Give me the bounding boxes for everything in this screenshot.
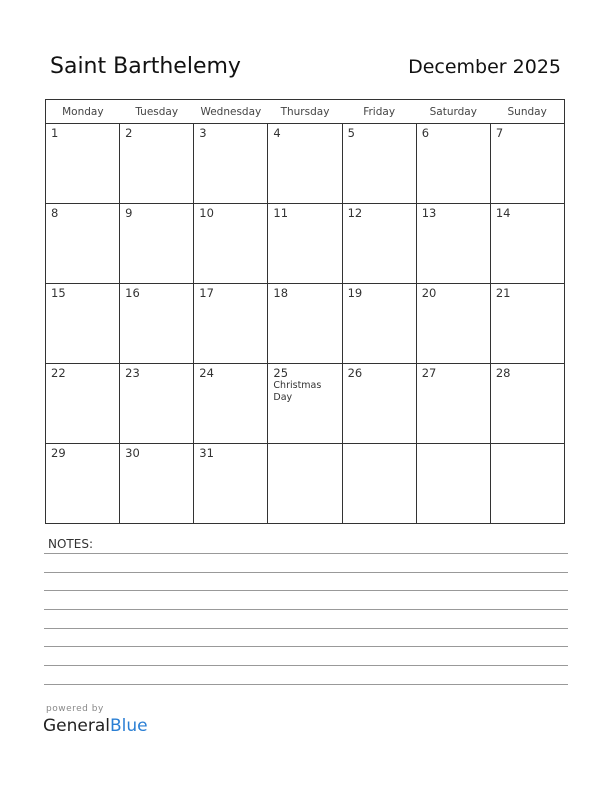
note-line (44, 590, 568, 591)
weekday-header: Friday (342, 100, 416, 124)
day-number: 25 (273, 366, 289, 380)
calendar-grid (45, 99, 565, 524)
brand-logo (43, 716, 148, 736)
day-cell (120, 204, 194, 284)
note-line (44, 628, 568, 629)
day-number: 13 (421, 206, 437, 220)
day-cell (416, 364, 490, 444)
day-number: 2 (125, 126, 133, 140)
day-number: 26 (347, 366, 363, 380)
day-number: 4 (273, 126, 281, 140)
day-number: 10 (199, 206, 214, 220)
day-cell (46, 284, 120, 364)
day-number: 16 (125, 286, 140, 300)
day-number: 15 (51, 286, 66, 300)
day-cell (120, 444, 194, 524)
day-cell (490, 364, 564, 444)
day-cell (194, 124, 268, 204)
day-number: 31 (199, 446, 214, 460)
day-number: 14 (495, 206, 511, 220)
day-cell (342, 444, 416, 524)
day-cell (268, 124, 342, 204)
day-number: 22 (51, 366, 66, 380)
weekday-header: Wednesday (194, 100, 268, 124)
day-number: 29 (51, 446, 66, 460)
day-number: 21 (495, 286, 511, 300)
day-number: 5 (347, 126, 355, 140)
calendar-body (46, 124, 565, 524)
day-cell (46, 124, 120, 204)
day-number: 19 (347, 286, 363, 300)
day-cell (268, 364, 342, 444)
day-cell (268, 444, 342, 524)
day-cell (416, 124, 490, 204)
day-number: 30 (125, 446, 140, 460)
brand-general: General (43, 716, 110, 736)
day-cell (268, 204, 342, 284)
day-number: 6 (421, 126, 430, 140)
day-cell (490, 444, 564, 524)
brand-blue: Blue (110, 716, 148, 736)
country-title: Saint Barthelemy (50, 54, 241, 79)
day-cell (194, 364, 268, 444)
note-line (44, 609, 568, 610)
day-cell (416, 444, 490, 524)
day-cell (416, 204, 490, 284)
day-cell (46, 204, 120, 284)
weekday-header-row (46, 100, 565, 124)
note-line (44, 646, 568, 647)
weekday-header: Sunday (490, 100, 564, 124)
day-cell (120, 124, 194, 204)
day-cell (342, 284, 416, 364)
notes-label: NOTES: (48, 537, 93, 551)
weekday-header: Monday (46, 100, 120, 124)
note-line (44, 684, 568, 685)
day-number: 27 (421, 366, 437, 380)
week-row (46, 124, 565, 204)
day-cell (194, 204, 268, 284)
powered-by-text: powered by (46, 704, 104, 714)
holiday-label: Christmas Day (273, 380, 322, 403)
weekday-header: Tuesday (120, 100, 194, 124)
day-number: 7 (495, 126, 504, 140)
day-number: 3 (199, 126, 207, 140)
day-number: 1 (51, 126, 59, 140)
day-number: 8 (51, 206, 59, 220)
day-cell (490, 204, 564, 284)
day-number: 20 (421, 286, 437, 300)
day-number: 9 (125, 206, 133, 220)
weekday-header: Thursday (268, 100, 342, 124)
day-cell (46, 444, 120, 524)
weekday-header: Saturday (416, 100, 490, 124)
note-line (44, 553, 568, 554)
month-year-title: December 2025 (408, 56, 561, 78)
day-cell (194, 444, 268, 524)
note-line (44, 572, 568, 573)
day-cell (490, 124, 564, 204)
day-cell (342, 204, 416, 284)
day-cell (120, 364, 194, 444)
day-cell (342, 364, 416, 444)
day-number: 11 (273, 206, 289, 220)
day-cell (416, 284, 490, 364)
week-row (46, 444, 565, 524)
note-line (44, 665, 568, 666)
day-cell (268, 284, 342, 364)
day-cell (490, 284, 564, 364)
day-number: 28 (495, 366, 511, 380)
week-row (46, 364, 565, 444)
week-row (46, 284, 565, 364)
day-number: 18 (273, 286, 289, 300)
day-number: 23 (125, 366, 140, 380)
week-row (46, 204, 565, 284)
day-cell (46, 364, 120, 444)
day-number: 17 (199, 286, 214, 300)
day-number: 12 (347, 206, 363, 220)
day-cell (120, 284, 194, 364)
day-cell (194, 284, 268, 364)
day-cell (342, 124, 416, 204)
day-number: 24 (199, 366, 214, 380)
